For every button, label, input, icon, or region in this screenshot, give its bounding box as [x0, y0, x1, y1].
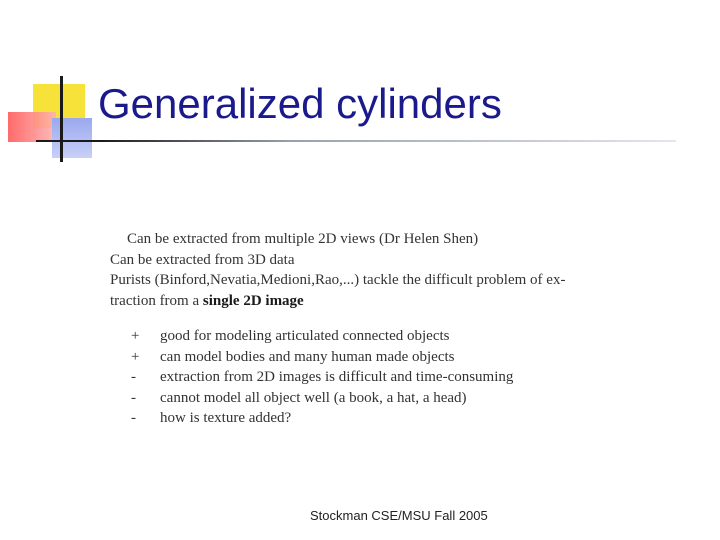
decorative-vertical-line [60, 76, 63, 162]
list-marker: + [131, 348, 140, 365]
list-item-text: good for modeling articulated connected objects [160, 328, 450, 344]
list-item-text: extraction from 2D images is difficult and time-consuming [160, 369, 514, 385]
slide-footer: Stockman CSE/MSU Fall 2005 [310, 508, 488, 523]
decorative-red-bar [8, 112, 56, 142]
list-marker: - [131, 389, 136, 406]
list-item [110, 367, 670, 388]
pros-cons-list [110, 326, 670, 429]
emphasized-phrase: single 2D image [202, 292, 304, 309]
list-item [110, 408, 670, 429]
list-item [110, 347, 670, 368]
text-line-prefix: traction from a [110, 292, 203, 309]
list-marker: + [131, 328, 140, 344]
decorative-blue-square [52, 118, 92, 158]
list-item [110, 388, 670, 409]
list-item [110, 326, 670, 347]
scanned-text-block [110, 229, 670, 429]
slide-title: Generalized cylinders [98, 80, 502, 127]
text-line: Can be extracted from multiple 2D views (Dr Helen Shen) [127, 231, 479, 247]
list-marker: - [131, 410, 136, 426]
title-underline [36, 140, 676, 142]
text-line: Can be extracted from 3D data [110, 251, 295, 268]
text-line: Purists (Binford,Nevatia,Medioni,Rao,...) tackle the difficult problem of ex- [110, 272, 566, 288]
text-line [110, 291, 670, 312]
list-item-text: can model bodies and many human made objects [160, 348, 455, 365]
list-marker: - [131, 369, 136, 385]
list-item-text: how is texture added? [160, 410, 292, 426]
list-item-text: cannot model all object well (a book, a hat, a head) [160, 389, 467, 406]
